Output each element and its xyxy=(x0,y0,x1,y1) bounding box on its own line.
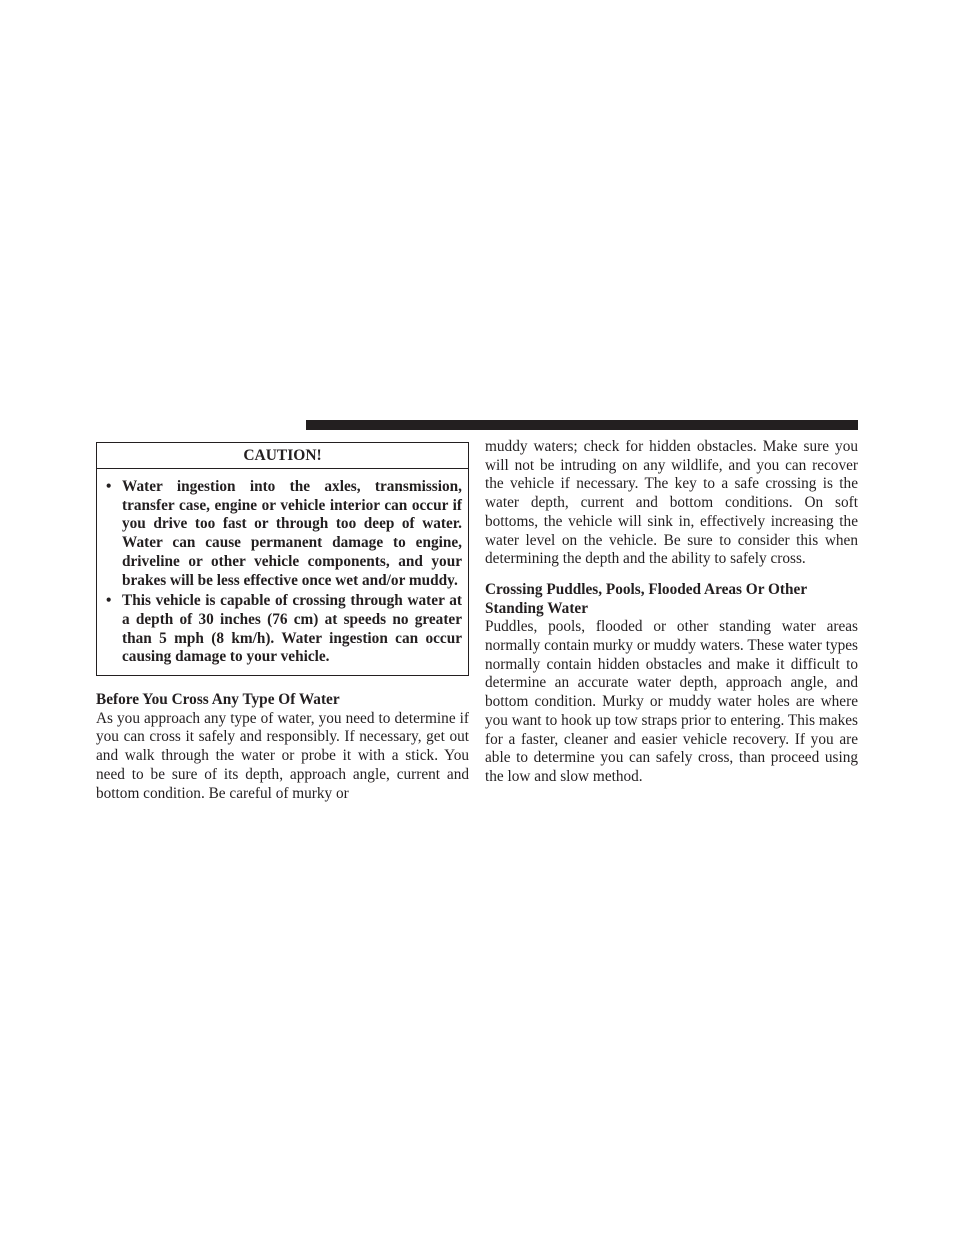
paragraph-standing-water: Puddles, pools, flooded or other standing water areas normally contain murky or muddy waters. These water types normally contain hidden obstacles and make it difficult to determine an accurate water depth, approach angle, and bottom condition. Murky or muddy water holes are where you want to hook up tow straps prior to entering. This makes for a faster, cleaner and easier vehicle recovery. If you are able to determine you can safely cross, than proceed using the low and slow method. xyxy=(485,618,858,785)
caution-box xyxy=(96,442,469,676)
right-column xyxy=(485,438,858,787)
left-column xyxy=(96,438,469,803)
caution-title: CAUTION! xyxy=(97,443,468,469)
paragraph-before-crossing-continued: muddy waters; check for hidden obstacles. Make sure you will not be intruding on any wildlife, and you can recover the vehicle if necessary. The key to a safe crossing is the water depth, current and bottom conditions. On soft bottoms, the vehicle will sink in, effectively increasing the water level on the vehicle. Be sure to consider this when determining the depth and the ability to safely cross. xyxy=(485,438,858,568)
caution-list xyxy=(97,469,468,675)
caution-item-text: Water ingestion into the axles, transmission, transfer case, engine or vehicle interior can occur if you drive too fast or through too deep of water. Water can cause permanent damage to engine, driveline or other vehicle components, and your brakes will be less effective once wet and/or muddy. xyxy=(122,478,462,589)
paragraph-before-crossing: As you approach any type of water, you need to determine if you can cross it safely and responsibly. If necessary, get out and walk through the water or probe it with a stick. You need to be sure of its depth, approach angle, current and bottom condition. Be careful of murky or xyxy=(96,709,469,802)
caution-item xyxy=(97,592,462,667)
section-heading-before-crossing: Before You Cross Any Type Of Water xyxy=(96,691,340,709)
caution-item xyxy=(97,478,462,590)
bullet-icon: • xyxy=(106,592,112,610)
section-header-bar xyxy=(306,420,858,430)
section-heading-standing-water: Crossing Puddles, Pools, Flooded Areas Or Other Standing Water xyxy=(485,580,807,617)
bullet-icon: • xyxy=(106,478,112,495)
caution-item-text: This vehicle is capable of crossing through water at a depth of 30 inches (76 cm) at speeds no greater than 5 mph (8 km/h). Water ingestion can occur causing damage to your vehicle. xyxy=(122,592,462,666)
